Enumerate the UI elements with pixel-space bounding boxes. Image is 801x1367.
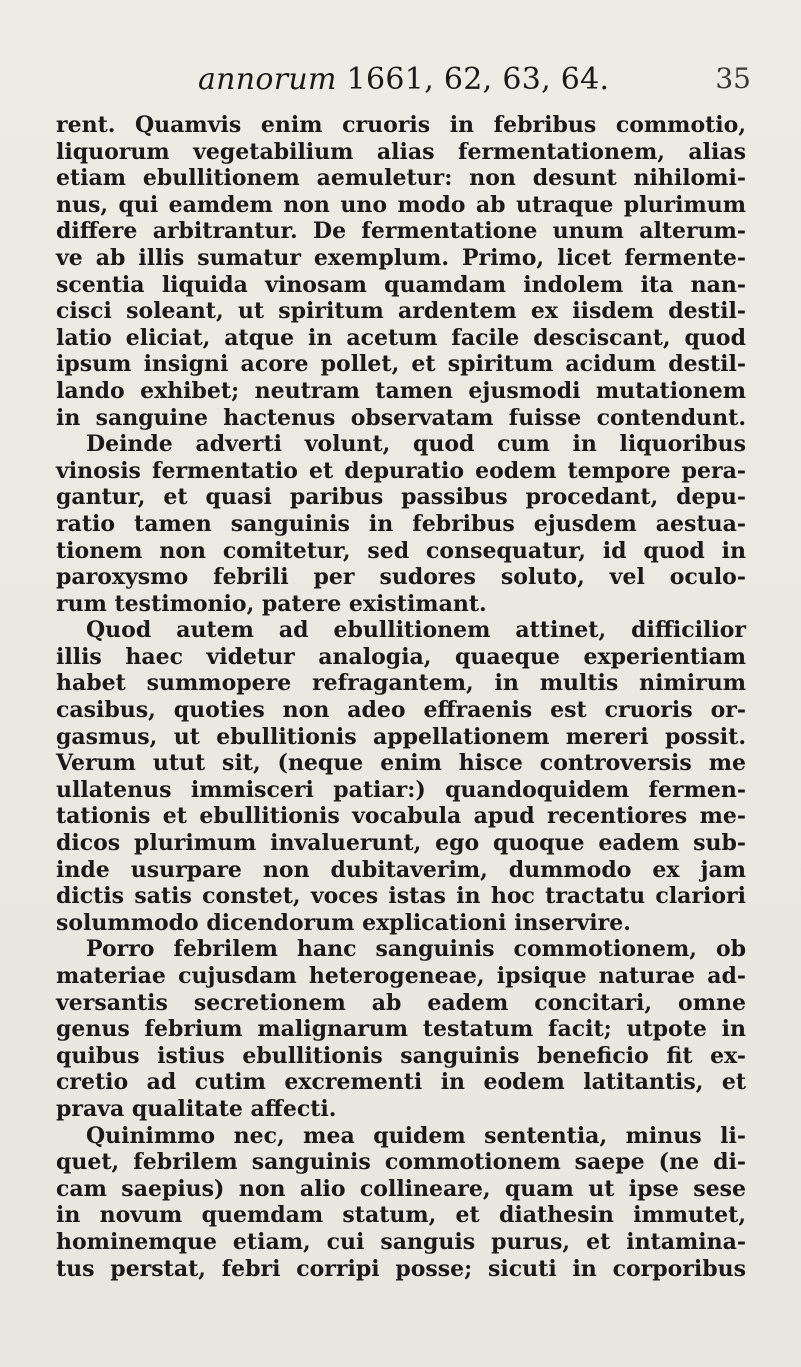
text-line: etiam ebullitionem aemuletur: non desunt nihilomi- (56, 165, 746, 192)
text-line: materiae cujusdam heterogeneae, ipsique naturae ad- (56, 963, 746, 989)
text-line: ratio tamen sanguinis in febribus ejusdem aestua- (56, 510, 746, 537)
text-line: tionem non comitetur, sed consequatur, id quod in (56, 537, 746, 564)
text-line: dictis satis constet, voces istas in hoc tractatu clariori (56, 883, 746, 910)
paragraph-start-line: Quinimmo nec, mea quidem sententia, minus li- (86, 1122, 746, 1149)
text-line: ullatenus immisceri patiar:) quandoquidem fermen- (56, 776, 746, 803)
paragraph-end-line: rum testimonio, patere existimant. (56, 590, 487, 617)
page-number: 35 (715, 62, 751, 95)
text-line: gantur, et quasi paribus passibus procedant, depu- (56, 484, 746, 511)
text-line: hominemque etiam, cui sanguis purus, et intamina- (56, 1228, 746, 1255)
paragraph-start-line: Quod autem ad ebullitionem attinet, difficilior (86, 617, 746, 644)
text-line: tationis et ebullitionis vocabula apud recentiores me- (56, 803, 746, 830)
text-line: in novum quemdam statum, et diathesin immutet, (56, 1202, 746, 1229)
text-line: paroxysmo febrili per sudores soluto, vel oculo- (56, 564, 746, 591)
text-line: vinosis fermentatio et depuratio eodem tempore pera- (56, 457, 746, 484)
text-line: Verum utut sit, (neque enim hisce controversis me (56, 750, 746, 777)
text-line: scentia liquida vinosam quamdam indolem ita nan- (56, 271, 746, 298)
running-head (198, 62, 609, 97)
text-line: quet, febrilem sanguinis commotionem saepe (ne di- (56, 1149, 746, 1176)
text-line: lando exhibet; neutram tamen ejusmodi mutationem (56, 377, 746, 404)
text-line: differe arbitrantur. De fermentatione unum alterum- (56, 218, 746, 245)
text-line: casibus, quoties non adeo effraenis est cruoris or- (56, 697, 746, 724)
text-line: in sanguine hactenus observatam fuisse contendunt. (56, 404, 746, 431)
paragraph-start-line: Porro febrilem hanc sanguinis commotionem, ob (86, 936, 746, 963)
text-line: quibus istius ebullitionis sanguinis beneficio fit ex- (56, 1042, 746, 1069)
running-head-years: 1661, 62, 63, 64. (336, 62, 610, 97)
text-line: inde usurpare non dubitaverim, dummodo ex jam (56, 856, 746, 883)
text-line: versantis secretionem ab eadem concitari, omne (56, 989, 746, 1016)
page-header (0, 60, 801, 100)
text-line: cisci soleant, ut spiritum ardentem ex iisdem destil- (56, 298, 746, 325)
text-line: tus perstat, febri corripi posse; sicuti in corporibus (56, 1255, 746, 1282)
text-line: ve ab illis sumatur exemplum. Primo, licet fermente- (56, 244, 746, 271)
text-line: nus, qui eamdem non uno modo ab utraque plurimum (56, 191, 746, 218)
text-line: latio eliciat, atque in acetum facile desciscant, quod (56, 324, 746, 351)
text-line: liquorum vegetabilium alias fermentationem, alias (56, 138, 746, 165)
text-line: genus febrium malignarum testatum facit; utpote in (56, 1016, 746, 1043)
text-line: rent. Quamvis enim cruoris in febribus commotio, (56, 112, 746, 138)
paragraph-end-line: solummodo dicendorum explicationi inservire. (56, 909, 631, 936)
text-line: cam saepius) non alio collineare, quam ut ipse sese (56, 1175, 746, 1202)
text-line: illis haec videtur analogia, quaeque experientiam (56, 643, 746, 670)
text-line: gasmus, ut ebullitionis appellationem mereri possit. (56, 723, 746, 750)
text-line: dicos plurimum invaluerunt, ego quoque eadem sub- (56, 830, 746, 857)
running-head-italic: annorum (198, 62, 337, 97)
body-text (56, 112, 746, 1282)
text-line: cretio ad cutim excrementi in eodem latitantis, et (56, 1069, 746, 1096)
paragraph-end-line: prava qualitate affecti. (56, 1095, 337, 1122)
text-line: habet summopere refragantem, in multis nimirum (56, 670, 746, 697)
paragraph-start-line: Deinde adverti volunt, quod cum in liquoribus (86, 431, 746, 458)
text-line: ipsum insigni acore pollet, et spiritum acidum destil- (56, 351, 746, 378)
